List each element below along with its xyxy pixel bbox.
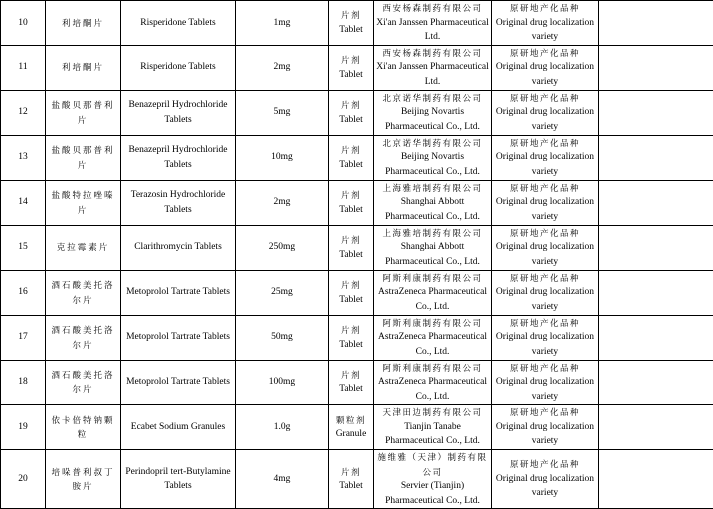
cell-number: 15 bbox=[1, 225, 46, 270]
cell-specification: 1mg bbox=[236, 1, 329, 46]
cell-empty bbox=[599, 1, 713, 46]
cell-manufacturer: 施维雅（天津）制药有限公司 Servier (Tianjin) Pharmaceutical Co., Ltd. bbox=[374, 450, 492, 509]
cell-manufacturer: 阿斯利康制药有限公司 AstraZeneca Pharmaceutical Co., Ltd. bbox=[374, 315, 492, 360]
cell-specification: 25mg bbox=[236, 270, 329, 315]
table-row bbox=[1, 450, 713, 509]
cell-dosage-form: 颗粒剂 Granule bbox=[329, 405, 374, 450]
table-row bbox=[1, 360, 713, 405]
cell-specification: 10mg bbox=[236, 135, 329, 180]
cell-specification: 5mg bbox=[236, 90, 329, 135]
cell-dosage-form: 片剂 Tablet bbox=[329, 450, 374, 509]
cell-category: 原研地产化品种 Original drug localization variety bbox=[492, 405, 599, 450]
cell-number: 19 bbox=[1, 405, 46, 450]
cell-manufacturer: 上海雅培制药有限公司 Shanghai Abbott Pharmaceutical Co., Ltd. bbox=[374, 225, 492, 270]
table-row bbox=[1, 180, 713, 225]
cell-english-name: Benazepril Hydrochloride Tablets bbox=[121, 90, 236, 135]
table-row bbox=[1, 405, 713, 450]
cell-specification: 100mg bbox=[236, 360, 329, 405]
cell-number: 20 bbox=[1, 450, 46, 509]
cell-specification: 1.0g bbox=[236, 405, 329, 450]
cell-empty bbox=[599, 360, 713, 405]
cell-category: 原研地产化品种 Original drug localization variety bbox=[492, 270, 599, 315]
cell-dosage-form: 片剂 Tablet bbox=[329, 1, 374, 46]
cell-dosage-form: 片剂 Tablet bbox=[329, 225, 374, 270]
cell-category: 原研地产化品种 Original drug localization variety bbox=[492, 180, 599, 225]
cell-manufacturer: 天津田边制药有限公司 Tianjin Tanabe Pharmaceutical Co., Ltd. bbox=[374, 405, 492, 450]
cell-category: 原研地产化品种 Original drug localization variety bbox=[492, 90, 599, 135]
cell-english-name: Terazosin Hydrochloride Tablets bbox=[121, 180, 236, 225]
cell-dosage-form: 片剂 Tablet bbox=[329, 270, 374, 315]
cell-specification: 2mg bbox=[236, 45, 329, 90]
cell-category: 原研地产化品种 Original drug localization variety bbox=[492, 135, 599, 180]
cell-manufacturer: 西安杨森制药有限公司 Xi'an Janssen Pharmaceutical Ltd. bbox=[374, 1, 492, 46]
table-row bbox=[1, 90, 713, 135]
cell-english-name: Risperidone Tablets bbox=[121, 1, 236, 46]
cell-chinese-name: 盐酸贝那普利片 bbox=[46, 90, 121, 135]
cell-specification: 2mg bbox=[236, 180, 329, 225]
cell-chinese-name: 克拉霉素片 bbox=[46, 225, 121, 270]
cell-dosage-form: 片剂 Tablet bbox=[329, 360, 374, 405]
cell-number: 18 bbox=[1, 360, 46, 405]
cell-chinese-name: 培哚普利叔丁胺片 bbox=[46, 450, 121, 509]
cell-english-name: Metoprolol Tartrate Tablets bbox=[121, 270, 236, 315]
cell-chinese-name: 利培酮片 bbox=[46, 1, 121, 46]
cell-manufacturer: 北京诺华制药有限公司 Beijing Novartis Pharmaceutical Co., Ltd. bbox=[374, 135, 492, 180]
cell-english-name: Benazepril Hydrochloride Tablets bbox=[121, 135, 236, 180]
cell-number: 16 bbox=[1, 270, 46, 315]
table-row bbox=[1, 225, 713, 270]
cell-chinese-name: 依卡倍特钠颗粒 bbox=[46, 405, 121, 450]
cell-number: 14 bbox=[1, 180, 46, 225]
cell-number: 10 bbox=[1, 1, 46, 46]
cell-empty bbox=[599, 225, 713, 270]
cell-chinese-name: 盐酸特拉唑嗪片 bbox=[46, 180, 121, 225]
table-row bbox=[1, 315, 713, 360]
cell-english-name: Ecabet Sodium Granules bbox=[121, 405, 236, 450]
cell-category: 原研地产化品种 Original drug localization variety bbox=[492, 315, 599, 360]
cell-dosage-form: 片剂 Tablet bbox=[329, 315, 374, 360]
cell-empty bbox=[599, 270, 713, 315]
cell-dosage-form: 片剂 Tablet bbox=[329, 180, 374, 225]
cell-empty bbox=[599, 180, 713, 225]
cell-chinese-name: 酒石酸美托洛尔片 bbox=[46, 270, 121, 315]
cell-empty bbox=[599, 450, 713, 509]
cell-empty bbox=[599, 90, 713, 135]
table-row bbox=[1, 135, 713, 180]
cell-english-name: Metoprolol Tartrate Tablets bbox=[121, 360, 236, 405]
cell-chinese-name: 酒石酸美托洛尔片 bbox=[46, 360, 121, 405]
cell-chinese-name: 利培酮片 bbox=[46, 45, 121, 90]
cell-empty bbox=[599, 135, 713, 180]
cell-manufacturer: 阿斯利康制药有限公司 AstraZeneca Pharmaceutical Co., Ltd. bbox=[374, 360, 492, 405]
cell-specification: 4mg bbox=[236, 450, 329, 509]
table-row bbox=[1, 270, 713, 315]
cell-dosage-form: 片剂 Tablet bbox=[329, 135, 374, 180]
cell-number: 17 bbox=[1, 315, 46, 360]
cell-english-name: Perindopril tert-Butylamine Tablets bbox=[121, 450, 236, 509]
cell-category: 原研地产化品种 Original drug localization variety bbox=[492, 45, 599, 90]
cell-category: 原研地产化品种 Original drug localization variety bbox=[492, 1, 599, 46]
cell-chinese-name: 酒石酸美托洛尔片 bbox=[46, 315, 121, 360]
cell-chinese-name: 盐酸贝那普利片 bbox=[46, 135, 121, 180]
cell-manufacturer: 西安杨森制药有限公司 Xi'an Janssen Pharmaceutical Ltd. bbox=[374, 45, 492, 90]
cell-category: 原研地产化品种 Original drug localization variety bbox=[492, 225, 599, 270]
table-body bbox=[1, 1, 713, 509]
cell-number: 13 bbox=[1, 135, 46, 180]
cell-manufacturer: 阿斯利康制药有限公司 AstraZeneca Pharmaceutical Co., Ltd. bbox=[374, 270, 492, 315]
cell-specification: 250mg bbox=[236, 225, 329, 270]
table-row bbox=[1, 45, 713, 90]
cell-manufacturer: 上海雅培制药有限公司 Shanghai Abbott Pharmaceutical Co., Ltd. bbox=[374, 180, 492, 225]
cell-empty bbox=[599, 315, 713, 360]
cell-english-name: Clarithromycin Tablets bbox=[121, 225, 236, 270]
cell-empty bbox=[599, 405, 713, 450]
cell-category: 原研地产化品种 Original drug localization variety bbox=[492, 450, 599, 509]
cell-empty bbox=[599, 45, 713, 90]
cell-number: 11 bbox=[1, 45, 46, 90]
cell-manufacturer: 北京诺华制药有限公司 Beijing Novartis Pharmaceutical Co., Ltd. bbox=[374, 90, 492, 135]
cell-specification: 50mg bbox=[236, 315, 329, 360]
cell-english-name: Metoprolol Tartrate Tablets bbox=[121, 315, 236, 360]
cell-number: 12 bbox=[1, 90, 46, 135]
cell-category: 原研地产化品种 Original drug localization variety bbox=[492, 360, 599, 405]
table-row bbox=[1, 1, 713, 46]
cell-english-name: Risperidone Tablets bbox=[121, 45, 236, 90]
cell-dosage-form: 片剂 Tablet bbox=[329, 45, 374, 90]
cell-dosage-form: 片剂 Tablet bbox=[329, 90, 374, 135]
